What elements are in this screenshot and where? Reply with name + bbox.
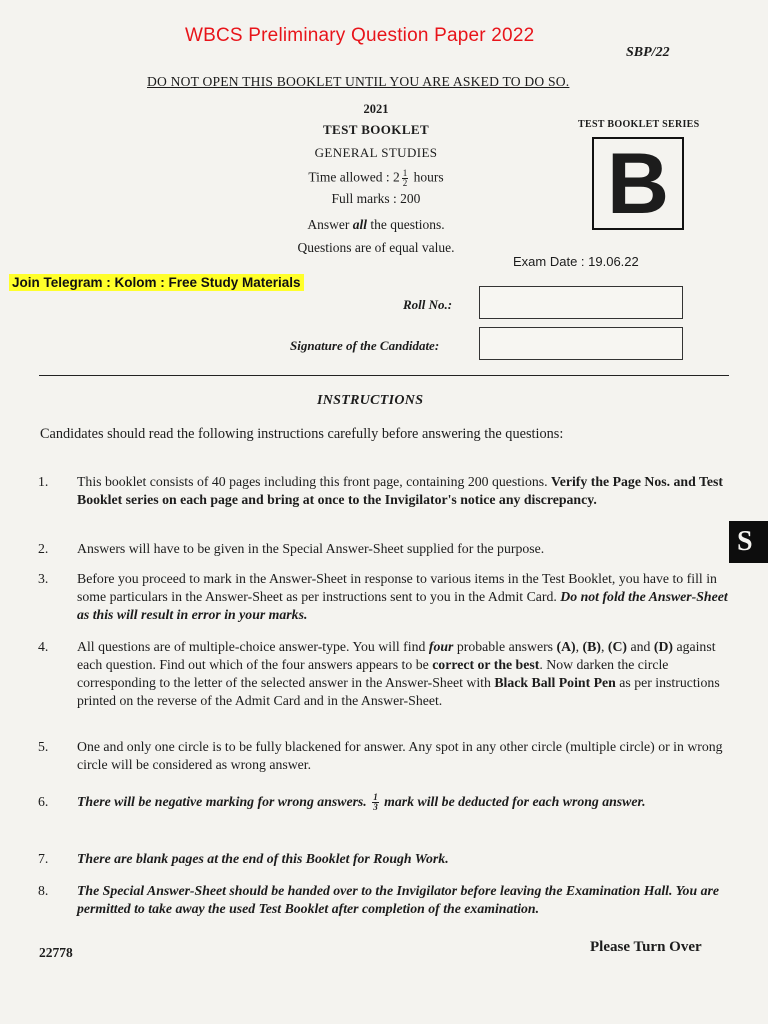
answer-all-em: all <box>352 217 367 232</box>
time-fraction <box>402 169 409 188</box>
item-text-part: and <box>627 639 654 654</box>
time-fraction-num: 1 <box>402 168 408 178</box>
item-text: There are blank pages at the end of this Booklet for Rough Work. <box>77 851 449 866</box>
side-tab: S <box>729 521 768 563</box>
item-text-bold-italic: Do not fold the Answer-Sheet as this will result in error in your marks. <box>77 589 728 622</box>
answer-all-note <box>260 217 492 233</box>
item-text-part: probable answers <box>453 639 557 654</box>
exam-date: Exam Date : 19.06.22 <box>513 254 639 269</box>
item-text-part: as per instructions printed on the reverse of the Admit Card and in the Answer-Sheet. <box>77 675 720 708</box>
time-fraction-den: 2 <box>402 178 408 188</box>
item-text-part: . Now darken the circle corresponding to the letter of the selected answer in the Answer-Sheet with <box>77 657 669 690</box>
fraction-den: 3 <box>373 802 378 813</box>
item-text: The Special Answer-Sheet should be handed over to the Invigilator before leaving the Examination Hall. You are permitted to take away the used Test Booklet after completion of the examination. <box>77 883 719 916</box>
item-text <box>77 570 741 624</box>
item-number: 7. <box>38 851 49 866</box>
item-text: Answers will have to be given in the Special Answer-Sheet supplied for the purpose. <box>77 541 545 556</box>
instructions-heading: INSTRUCTIONS <box>317 393 424 408</box>
item-text-part: , <box>575 639 583 654</box>
item-text-bold: (C) <box>607 639 628 654</box>
answer-all-post: the questions. <box>367 217 445 232</box>
item-number: 5. <box>38 739 49 754</box>
item-number: 3. <box>38 571 49 586</box>
signature-field[interactable] <box>479 327 683 360</box>
equal-value-note: Questions are of equal value. <box>297 240 455 255</box>
series-label: TEST BOOKLET SERIES <box>578 119 700 130</box>
negative-mark-fraction <box>372 793 379 812</box>
roll-no-label: Roll No.: <box>403 297 453 312</box>
time-allowed-prefix: Time allowed : 2 <box>308 169 400 185</box>
instructions-intro: Candidates should read the following instructions carefully before answering the questions: <box>40 426 564 442</box>
item-number: 1. <box>38 474 49 489</box>
booklet-title: TEST BOOKLET <box>322 122 430 137</box>
item-text-part: , <box>600 639 608 654</box>
item-text <box>77 638 741 710</box>
footer-code: 22778 <box>39 945 73 960</box>
item-text-bold: (D) <box>653 639 673 654</box>
item-text-bold: Verify the Page Nos. and Test Booklet series on each page and bring at once to the Invigilator's notice any discrepancy. <box>77 474 723 507</box>
item-text-part: All questions are of multiple-choice answer-type. You will find <box>77 639 429 654</box>
please-turn-over: Please Turn Over <box>590 939 702 955</box>
item-text-bold: (B) <box>582 639 601 654</box>
time-allowed-suffix: hours <box>413 169 444 185</box>
answer-all-pre: Answer <box>307 217 353 232</box>
subject-title: GENERAL STUDIES <box>314 145 438 160</box>
time-allowed <box>260 169 492 188</box>
item-number: 8. <box>38 883 49 898</box>
exam-year: 2021 <box>363 102 389 116</box>
overlay-title: WBCS Preliminary Question Paper 2022 <box>185 25 535 46</box>
telegram-banner: Join Telegram : Kolom : Free Study Materials <box>9 274 304 291</box>
divider <box>39 375 729 376</box>
item-number: 4. <box>38 639 49 654</box>
item-text-part: Before you proceed to mark in the Answer-Sheet in response to various items in the Test Booklet, you have to fill in some particulars in the Answer-Sheet as per instructions sent to you in the Admit Card. <box>77 571 717 604</box>
signature-label: Signature of the Candidate: <box>290 338 440 353</box>
item-text-part: mark will be deducted for each wrong answer. <box>384 794 646 809</box>
item-text-bold: correct or the best <box>432 657 540 672</box>
fraction-num: 1 <box>373 792 378 803</box>
item-text-part: There will be negative marking for wrong answers. <box>77 794 367 809</box>
do-not-open-notice: DO NOT OPEN THIS BOOKLET UNTIL YOU ARE ASKED TO DO SO. <box>147 74 570 89</box>
series-letter-box: B <box>592 137 684 230</box>
item-text-bold: Black Ball Point Pen <box>494 675 616 690</box>
item-text-part: against each question. Find out which of the four answers appears to be <box>77 639 716 672</box>
item-text <box>77 473 741 509</box>
full-marks: Full marks : 200 <box>331 191 421 206</box>
item-text-bold-italic: four <box>428 639 454 654</box>
item-number: 2. <box>38 541 49 556</box>
booklet-code: SBP/22 <box>626 45 670 60</box>
item-number: 6. <box>38 794 49 809</box>
item-text-bold: (A) <box>556 639 576 654</box>
item-text <box>77 793 741 812</box>
roll-no-field[interactable] <box>479 286 683 319</box>
item-text: One and only one circle is to be fully blackened for answer. Any spot in any other circle (multiple circle) or in wrong circle will be considered as wrong answer. <box>77 739 723 772</box>
item-text-part: This booklet consists of 40 pages including this front page, containing 200 questions. <box>77 474 552 489</box>
